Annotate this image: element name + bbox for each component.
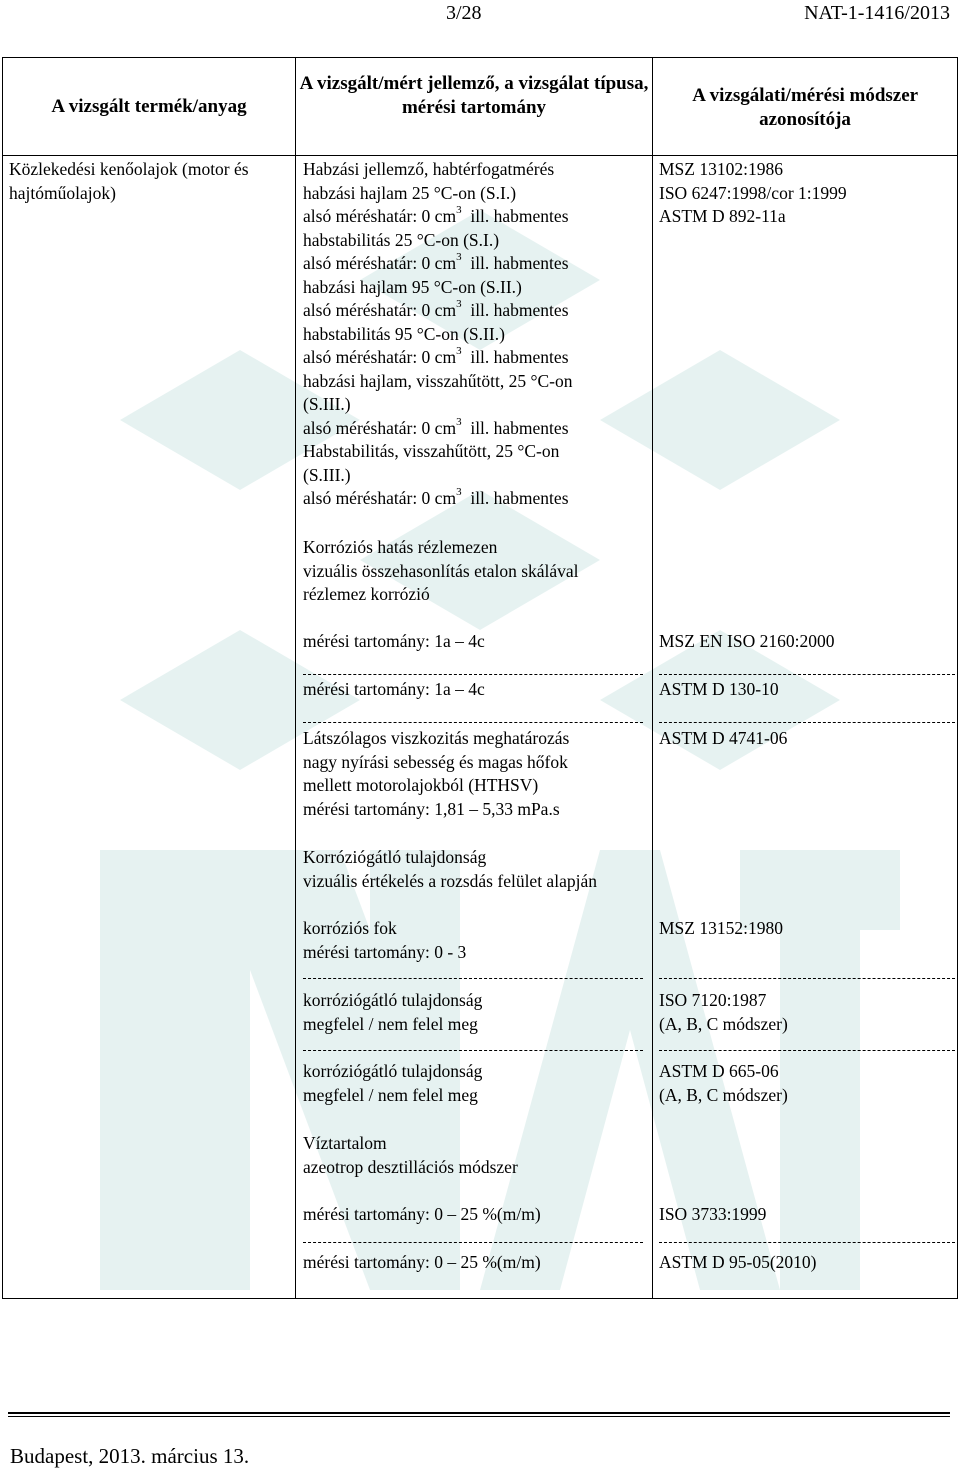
characteristic-line: habzási hajlam 25 °C-on (S.I.) (303, 182, 517, 203)
range-suffix: ill. habmentes (461, 206, 569, 226)
method-line: ASTM D 665-06 (659, 1061, 779, 1081)
footer-rule (8, 1412, 950, 1414)
method-line: ASTM D 892-11a (659, 206, 786, 226)
range-prefix: alsó méréshatár: 0 cm (303, 488, 457, 508)
accreditation-table (2, 57, 958, 1299)
measurement-range-line (303, 487, 572, 511)
document-id: NAT-1-1416/2013 (804, 2, 950, 24)
dashed-divider (659, 978, 955, 979)
range-exponent: 3 (456, 486, 462, 499)
characteristic-line: mérési tartomány: 1,81 – 5,33 mPa.s (303, 798, 560, 819)
copper-method-2: ASTM D 130-10 (659, 679, 779, 699)
characteristic-line: vizuális összehasonlítás etalon skálával (303, 560, 579, 581)
column-divider-2 (652, 58, 653, 1298)
foam-methods (659, 158, 847, 229)
range-suffix: ill. habmentes (461, 300, 569, 320)
copper-method-1: MSZ EN ISO 2160:2000 (659, 631, 835, 651)
dashed-divider (303, 1242, 643, 1243)
range-prefix: alsó méréshatár: 0 cm (303, 300, 457, 320)
page-number: 3/28 (446, 2, 482, 24)
water-method-1: ISO 3733:1999 (659, 1204, 767, 1224)
rust-row-1 (303, 917, 466, 964)
range-suffix: ill. habmentes (461, 417, 569, 438)
rust-method-2 (659, 989, 788, 1036)
range-prefix: alsó méréshatár: 0 cm (303, 417, 457, 438)
method-line: ISO 6247:1998/cor 1:1999 (659, 182, 847, 203)
water-method-2: ASTM D 95-05(2010) (659, 1252, 817, 1272)
characteristic-line: vizuális értékelés a rozsdás felület alapján (303, 870, 597, 891)
characteristic-line: Habstabilitás, visszahűtött, 25 °C-on (303, 441, 560, 461)
rust-characteristic (303, 846, 597, 893)
characteristic-line: mellett motorolajokból (HTHSV) (303, 775, 539, 795)
col-header-characteristic-line: a vizsgálat típusa, (504, 73, 649, 94)
dashed-divider (659, 674, 955, 675)
col-header-method-line: azonosítója (759, 109, 851, 130)
characteristic-line: korróziós fok (303, 918, 397, 938)
rust-row-2 (303, 989, 482, 1036)
method-line: (A, B, C módszer) (659, 1013, 788, 1034)
characteristic-line: habstabilitás 25 °C-on (S.I.) (303, 229, 500, 250)
rust-row-3 (303, 1060, 482, 1107)
method-line: ISO 7120:1987 (659, 990, 767, 1010)
product-line: hajtóműolajok) (9, 182, 116, 203)
col-header-method (653, 84, 957, 132)
range-exponent: 3 (456, 298, 462, 311)
characteristic-line: megfelel / nem felel meg (303, 1084, 478, 1105)
col-header-product: A vizsgált termék/anyag (51, 96, 247, 117)
col-header-characteristic-line: mérési tartomány (401, 97, 547, 118)
characteristic-line: Korróziógátló tulajdonság (303, 847, 487, 867)
copper-characteristic (303, 536, 579, 607)
col-header-characteristic-line: A vizsgált/mért jellemző, (299, 73, 500, 94)
measurement-range-line (303, 252, 572, 276)
measurement-range-line (303, 417, 572, 441)
dashed-divider (303, 1050, 643, 1051)
range-prefix: alsó méréshatár: 0 cm (303, 253, 457, 273)
measurement-range-line (303, 346, 572, 370)
dashed-divider (659, 1242, 955, 1243)
characteristic-line: habstabilitás 95 °C-on (S.II.) (303, 323, 505, 344)
product-name (9, 158, 249, 205)
characteristic-line: Habzási jellemző, habtérfogatmérés (303, 159, 555, 179)
dashed-divider (303, 978, 643, 979)
footer-place-date: Budapest, 2013. március 13. (10, 1444, 250, 1468)
range-suffix: ill. habmentes (461, 488, 569, 508)
characteristic-line: mérési tartomány: 0 - 3 (303, 941, 467, 962)
characteristic-line: korróziógátló tulajdonság (303, 990, 483, 1010)
method-line: (A, B, C módszer) (659, 1084, 788, 1105)
characteristic-line: habzási hajlam 95 °C-on (S.II.) (303, 276, 522, 297)
method-line: MSZ 13102:1986 (659, 159, 783, 179)
range-exponent: 3 (456, 251, 462, 264)
foam-characteristic (303, 158, 572, 511)
characteristic-line: korróziógátló tulajdonság (303, 1061, 483, 1081)
water-characteristic (303, 1132, 518, 1179)
column-divider-1 (295, 58, 296, 1298)
range-exponent: 3 (456, 204, 462, 217)
product-line: Közlekedési kenőolajok (motor és (9, 159, 249, 179)
characteristic-line: rézlemez korrózió (303, 584, 430, 604)
characteristic-line: Víztartalom (303, 1133, 387, 1153)
characteristic-line: megfelel / nem felel meg (303, 1013, 478, 1034)
measurement-range-line (303, 205, 572, 229)
range-prefix: alsó méréshatár: 0 cm (303, 206, 457, 226)
col-header-method-line: A vizsgálati/mérési módszer (692, 85, 918, 106)
dashed-divider (303, 722, 643, 723)
characteristic-line: (S.III.) (303, 464, 351, 485)
characteristic-line: Korróziós hatás rézlemezen (303, 537, 498, 557)
range-suffix: ill. habmentes (461, 347, 569, 367)
characteristic-line: Látszólagos viszkozitás meghatározás (303, 728, 570, 748)
col-header-characteristic (296, 72, 652, 120)
copper-range-1: mérési tartomány: 1a – 4c (303, 631, 485, 651)
copper-range-2: mérési tartomány: 1a – 4c (303, 679, 485, 699)
measurement-range-line (303, 299, 572, 323)
rust-method-1: MSZ 13152:1980 (659, 918, 783, 938)
dashed-divider (303, 674, 643, 675)
hthsv-method: ASTM D 4741-06 (659, 728, 788, 748)
footer-rule-thin (8, 1416, 950, 1417)
dashed-divider (659, 1050, 955, 1051)
dashed-divider (659, 722, 955, 723)
range-suffix: ill. habmentes (461, 253, 569, 273)
water-range-2: mérési tartomány: 0 – 25 %(m/m) (303, 1252, 541, 1272)
range-exponent: 3 (456, 345, 462, 358)
range-exponent: 3 (456, 415, 462, 428)
rust-method-3 (659, 1060, 788, 1107)
characteristic-line: azeotrop desztillációs módszer (303, 1156, 518, 1177)
header-row-divider (3, 155, 957, 156)
characteristic-line: nagy nyírási sebesség és magas hőfok (303, 751, 568, 772)
hthsv-characteristic (303, 727, 569, 821)
water-range-1: mérési tartomány: 0 – 25 %(m/m) (303, 1204, 541, 1224)
range-prefix: alsó méréshatár: 0 cm (303, 347, 457, 367)
characteristic-line: habzási hajlam, visszahűtött, 25 °C-on (303, 370, 573, 391)
characteristic-line: (S.III.) (303, 394, 351, 414)
